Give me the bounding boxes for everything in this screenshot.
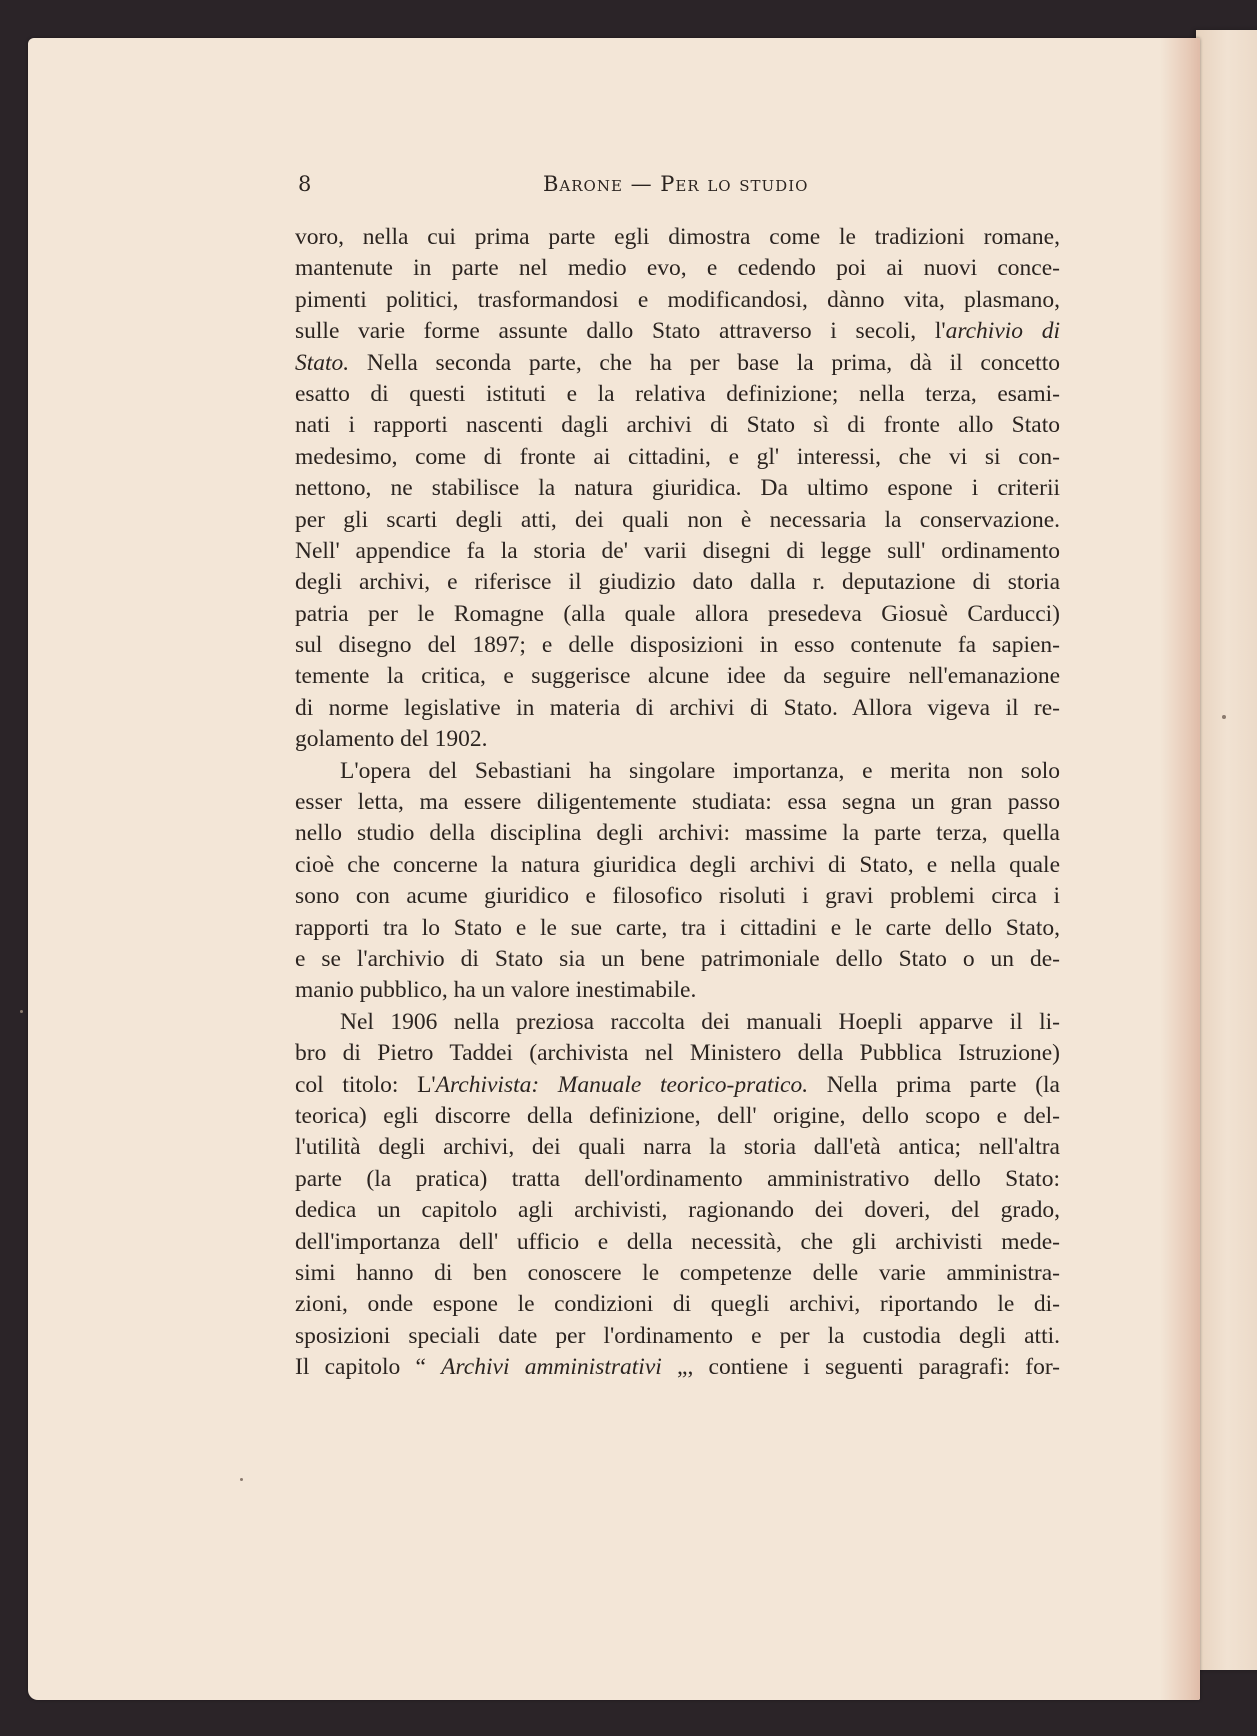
- text-line: medesimo, come di fronte ai cittadini, e gl' interessi, che vi si con-: [295, 443, 1060, 470]
- text-line: e se l'archivio di Stato sia un bene patrimoniale dello Stato o un de-: [295, 945, 1060, 972]
- text-line: esser letta, ma essere diligentemente studiata: essa segna un gran passo: [295, 789, 1060, 816]
- paper-speck: [1222, 715, 1226, 719]
- page-number: 8: [298, 172, 312, 196]
- text-line: nello studio della disciplina degli archivi: massime la parte terza, quella: [295, 820, 1060, 847]
- text-line: esatto di questi istituti e la relativa definizione; nella terza, esami-: [295, 380, 1060, 407]
- text-run: col titolo: L': [295, 1071, 436, 1098]
- text-line: manio pubblico, ha un valore inestimabile.: [295, 977, 697, 1004]
- paragraph: [295, 222, 1060, 756]
- text-line: dedica un capitolo agli archivisti, ragionando dei doveri, del grado,: [295, 1197, 1060, 1224]
- text-line: nettono, ne stabilisce la natura giuridica. Da ultimo espone i criterii: [295, 475, 1060, 502]
- text-run: Il capitolo “: [295, 1354, 442, 1381]
- text-line: zioni, onde espone le condizioni di quegli archivi, riportando le di-: [295, 1291, 1060, 1318]
- text-line: sposizioni speciali date per l'ordinamento e per la custodia degli atti.: [295, 1322, 1060, 1349]
- text-run: „, contiene i seguenti paragrafi: for-: [661, 1354, 1060, 1381]
- paragraph: [295, 756, 1060, 1007]
- italic-run: Stato.: [295, 349, 350, 376]
- italic-run: Archivi amministrativi: [441, 1354, 662, 1381]
- paper-speck: [20, 1010, 23, 1013]
- text-line: [295, 316, 1060, 347]
- running-title: Barone — Per lo studio: [543, 172, 809, 196]
- text-line: per gli scarti degli atti, dei quali non è necessaria la conservazione.: [295, 506, 1060, 533]
- text-line: golamento del 1902.: [295, 726, 488, 753]
- text-line: l'utilità degli archivi, dei quali narra la storia dall'età antica; nell'altra: [295, 1134, 1060, 1161]
- facing-page-edge: [1196, 30, 1257, 1670]
- text-line: dell'importanza dell' ufficio e della necessità, che gli archivisti mede-: [295, 1228, 1060, 1255]
- text-line: bro di Pietro Taddei (archivista nel Ministero della Pubblica Istruzione): [295, 1040, 1060, 1067]
- text-line: mantenute in parte nel medio evo, e cedendo poi ai nuovi conce-: [295, 255, 1060, 282]
- text-line: Nell' appendice fa la storia de' varii disegni di legge sull' ordinamento: [295, 537, 1060, 564]
- text-line: [295, 1070, 1060, 1101]
- text-run: Nella prima parte (la: [808, 1071, 1060, 1098]
- italic-run: archivio di: [945, 318, 1060, 345]
- italic-run: Archivista: Manuale teorico-pratico.: [435, 1071, 809, 1098]
- running-header: [298, 172, 1068, 204]
- text-line: degli archivi, e riferisce il giudizio dato dalla r. deputazione di storia: [295, 569, 1060, 596]
- body-text: [295, 222, 1060, 1383]
- text-line: voro, nella cui prima parte egli dimostra come le tradizioni romane,: [295, 224, 1060, 250]
- text-line: cioè che concerne la natura giuridica degli archivi di Stato, e nella quale: [295, 851, 1060, 878]
- text-line: nati i rapporti nascenti dagli archivi di Stato sì di fronte allo Stato: [295, 412, 1060, 439]
- text-run: Nella seconda parte, che ha per base la prima, dà il concetto: [349, 349, 1060, 376]
- text-line: simi hanno di ben conoscere le competenze delle varie amministra-: [295, 1259, 1060, 1286]
- text-line: Nel 1906 nella preziosa raccolta dei manuali Hoepli apparve il li-: [340, 1008, 1060, 1035]
- text-line: rapporti tra lo Stato e le sue carte, tra i cittadini e le carte dello Stato,: [295, 914, 1060, 941]
- text-line: pimenti politici, trasformandosi e modificandosi, dànno vita, plasmano,: [295, 286, 1060, 313]
- text-line: L'opera del Sebastiani ha singolare importanza, e merita non solo: [340, 757, 1060, 784]
- paper-speck: [240, 1478, 243, 1481]
- text-line: [295, 348, 1060, 379]
- text-run: sulle varie forme assunte dallo Stato attraverso i secoli, l': [295, 318, 946, 345]
- text-line: [295, 1352, 1060, 1383]
- text-line: sono con acume giuridico e filosofico risoluti i gravi problemi circa i: [295, 883, 1060, 910]
- text-line: teorica) egli discorre della definizione, dell' origine, dello scopo e del-: [295, 1102, 1060, 1129]
- text-line: patria per le Romagne (alla quale allora presedeva Giosuè Carducci): [295, 600, 1060, 627]
- text-line: di norme legislative in materia di archivi di Stato. Allora vigeva il re-: [295, 694, 1060, 721]
- paragraph: [295, 1007, 1060, 1384]
- text-line: parte (la pratica) tratta dell'ordinamento amministrativo dello Stato:: [295, 1165, 1060, 1192]
- text-line: temente la critica, e suggerisce alcune idee da seguire nell'emanazione: [295, 663, 1060, 690]
- text-line: sul disegno del 1897; e delle disposizioni in esso contenute fa sapien-: [295, 632, 1060, 659]
